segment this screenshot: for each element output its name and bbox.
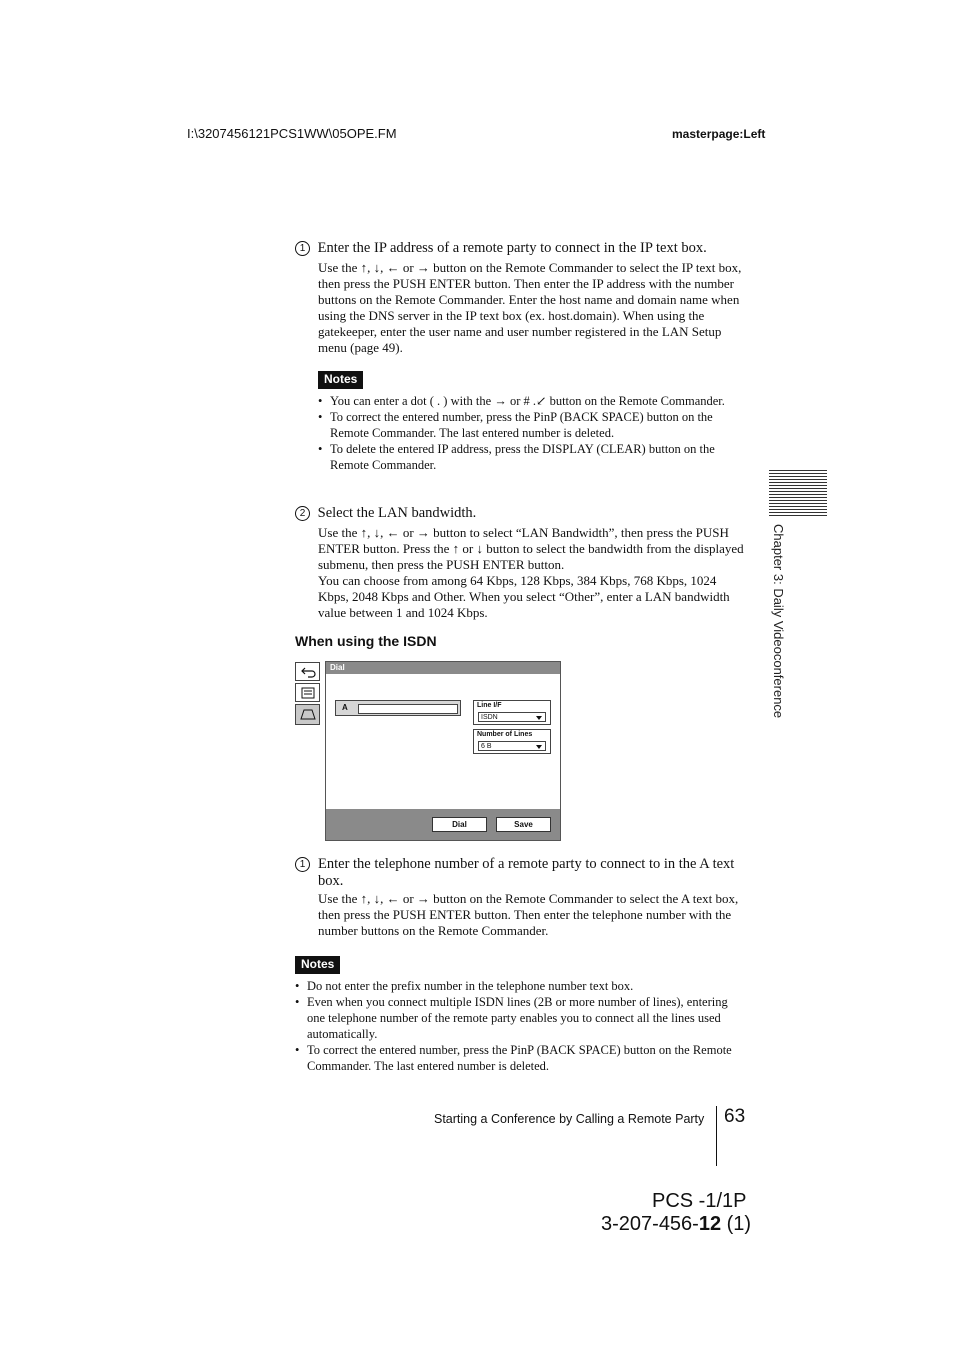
- note-item: • Do not enter the prefix number in the telephone number text box.: [295, 978, 745, 994]
- step-number: 1: [295, 857, 310, 872]
- chapter-tab-stripes: [769, 470, 827, 518]
- running-footer: Starting a Conference by Calling a Remote Party: [434, 1112, 705, 1126]
- phonebook-tool-button[interactable]: [295, 683, 320, 702]
- step-number: 1: [295, 241, 310, 256]
- note-item: • To correct the entered number, press the PinP (BACK SPACE) button on the Remote Commander. The last entered number is deleted.: [318, 409, 746, 441]
- step-body: Use the ↑, ↓, ← or → button on the Remote Commander to select the IP text box, then press the PUSH ENTER button. Then enter the IP address with the number buttons on the Remote Commander. Enter the host name and domain name when using the DNS server in the IP text box (ex. host.domain). When using the gatekeeper, enter the user name and user number registered in the LAN Setup menu (page 49).: [318, 260, 742, 355]
- part-number-bold: 12: [698, 1213, 722, 1235]
- dial-tool-button[interactable]: [295, 704, 320, 725]
- step-number: 2: [295, 506, 310, 521]
- step-title: Enter the telephone number of a remote party to connect to in the A text box.: [318, 856, 735, 889]
- lan-step-1: [295, 240, 745, 356]
- back-tool-button[interactable]: [295, 662, 320, 681]
- notes-label: Notes: [295, 956, 340, 974]
- number-of-lines-label: Number of Lines: [477, 731, 533, 738]
- number-of-lines-select[interactable]: [478, 741, 546, 751]
- page-number: 63: [724, 1106, 746, 1127]
- note-item: • To delete the entered IP address, press the DISPLAY (CLEAR) button on the Remote Commander.: [318, 441, 746, 473]
- dial-button[interactable]: Dial: [432, 817, 487, 832]
- line-if-value: ISDN: [481, 714, 498, 721]
- number-of-lines-value: 6 B: [481, 743, 492, 750]
- part-number: [601, 1213, 751, 1236]
- part-number-prefix: 3-207-456-: [601, 1213, 699, 1235]
- note-item: • You can enter a dot ( . ) with the → or # .↙ button on the Remote Commander.: [318, 393, 746, 409]
- model-number: PCS -1/1P: [652, 1190, 747, 1212]
- step-body: Use the ↑, ↓, ← or → button to select “LAN Bandwidth”, then press the PUSH ENTER button. Press the ↑ or ↓ button to select the bandwidth from the displayed submenu, then press the PUSH ENTER button.: [318, 525, 744, 572]
- dial-window-footer: [326, 809, 560, 840]
- masterpage-label: masterpage:Left: [672, 127, 766, 141]
- dropdown-arrow-icon: [536, 745, 542, 749]
- line-if-group: [473, 700, 551, 725]
- part-number-suffix: (1): [721, 1213, 752, 1235]
- chapter-tab-label: Chapter 3: Daily Videoconference: [771, 524, 786, 719]
- number-of-lines-group: [473, 729, 551, 754]
- step-body: You can choose from among 64 Kbps, 128 Kbps, 384 Kbps, 768 Kbps, 1024 Kbps, 2048 Kbps and Other. When you select “Other”, enter a LAN bandwidth value between 1 and 1024 Kbps.: [318, 573, 730, 620]
- a-number-box: [335, 700, 461, 716]
- dial-icon: [296, 705, 319, 724]
- lan-notes: [318, 370, 746, 473]
- isdn-heading: When using the ISDN: [295, 633, 437, 649]
- a-label: A: [342, 703, 348, 712]
- isdn-notes: [295, 955, 745, 1074]
- notes-label: Notes: [318, 371, 363, 389]
- footer-divider: [716, 1106, 717, 1166]
- dial-window: [325, 661, 561, 841]
- step-title: Select the LAN bandwidth.: [317, 505, 477, 521]
- dial-screen: [295, 661, 561, 841]
- step-title: Enter the IP address of a remote party to connect in the IP text box.: [317, 240, 707, 256]
- phonebook-icon: [296, 684, 319, 701]
- note-item: • Even when you connect multiple ISDN lines (2B or more number of lines), entering one telephone number of the remote party enables you to connect all the lines used automatically.: [295, 994, 745, 1042]
- step-body: Use the ↑, ↓, ← or → button on the Remote Commander to select the A text box, then press the PUSH ENTER button. Then enter the telephone number with the number buttons on the Remote Commander.: [318, 891, 739, 938]
- file-path: I:\3207456121PCS1WW\05OPE.FM: [187, 126, 397, 141]
- line-if-select[interactable]: [478, 712, 546, 722]
- dial-window-title: Dial: [326, 662, 560, 674]
- line-if-label: Line I/F: [477, 702, 502, 709]
- lan-step-2: [295, 505, 745, 621]
- back-arrow-icon: [296, 663, 319, 680]
- a-number-field[interactable]: [358, 704, 458, 714]
- dropdown-arrow-icon: [536, 716, 542, 720]
- note-item: • To correct the entered number, press the PinP (BACK SPACE) button on the Remote Commander. The last entered number is deleted.: [295, 1042, 745, 1074]
- isdn-step-1: [295, 856, 745, 939]
- save-button[interactable]: Save: [496, 817, 551, 832]
